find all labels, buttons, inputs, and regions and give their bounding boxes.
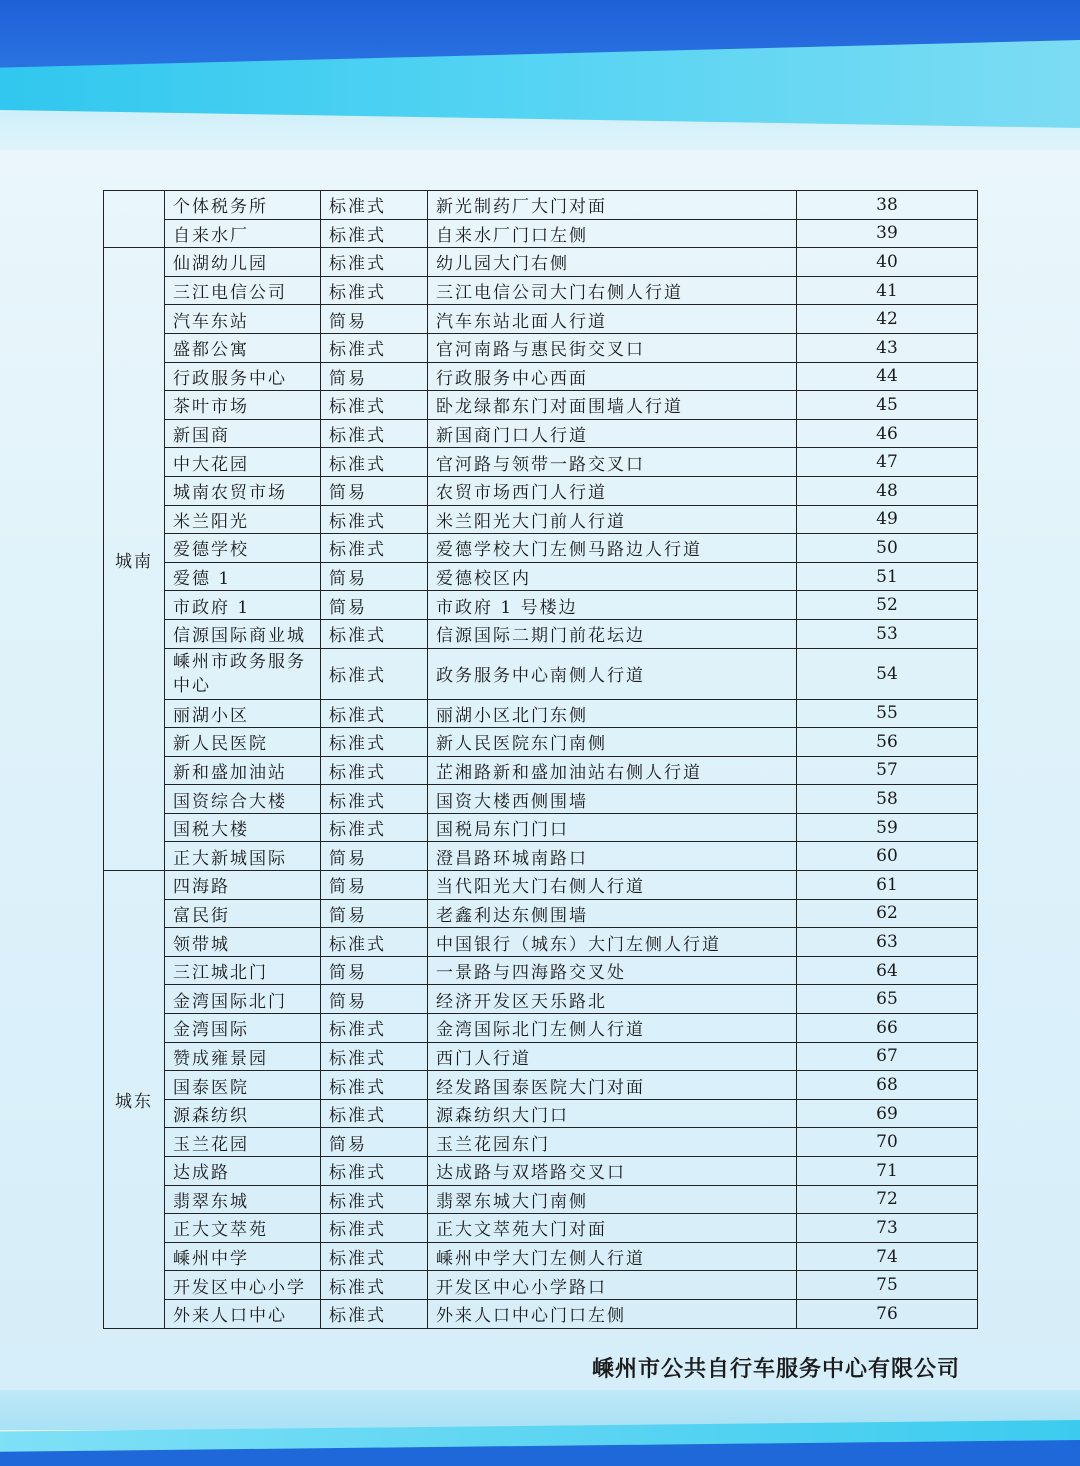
station-type-cell: 标准式 <box>321 1299 428 1328</box>
station-location-cell: 三江电信公司大门右侧人行道 <box>428 276 797 305</box>
station-location-cell: 西门人行道 <box>428 1042 797 1071</box>
station-location-cell: 国资大楼西侧围墙 <box>428 785 797 814</box>
station-name-cell: 翡翠东城 <box>165 1185 321 1214</box>
station-number-cell: 62 <box>797 899 978 928</box>
station-number-cell: 49 <box>797 505 978 534</box>
station-number-cell: 66 <box>797 1014 978 1043</box>
station-number-cell: 54 <box>797 648 978 699</box>
station-name-cell: 四海路 <box>165 871 321 900</box>
station-location-cell: 源森纺织大门口 <box>428 1099 797 1128</box>
station-type-cell: 标准式 <box>321 276 428 305</box>
station-number-cell: 70 <box>797 1128 978 1157</box>
station-type-cell: 标准式 <box>321 1214 428 1243</box>
station-number-cell: 69 <box>797 1099 978 1128</box>
station-type-cell: 简易 <box>321 562 428 591</box>
station-number-cell: 71 <box>797 1157 978 1186</box>
table-row <box>104 728 978 757</box>
station-number-cell: 67 <box>797 1042 978 1071</box>
station-location-cell: 金湾国际北门左侧人行道 <box>428 1014 797 1043</box>
table-row <box>104 276 978 305</box>
station-number-cell: 61 <box>797 871 978 900</box>
station-location-cell: 达成路与双塔路交叉口 <box>428 1157 797 1186</box>
station-name-cell: 丽湖小区 <box>165 699 321 728</box>
station-type-cell: 标准式 <box>321 756 428 785</box>
station-location-cell: 自来水厂门口左侧 <box>428 219 797 248</box>
table-row <box>104 305 978 334</box>
station-location-cell: 米兰阳光大门前人行道 <box>428 505 797 534</box>
station-type-cell: 简易 <box>321 985 428 1014</box>
station-number-cell: 46 <box>797 419 978 448</box>
station-location-cell: 信源国际二期门前花坛边 <box>428 619 797 648</box>
station-location-cell: 老鑫利达东侧围墙 <box>428 899 797 928</box>
table-row <box>104 391 978 420</box>
area-cell: 城东 <box>104 871 165 1329</box>
station-location-cell: 官河南路与惠民街交叉口 <box>428 333 797 362</box>
station-location-cell: 正大文萃苑大门对面 <box>428 1214 797 1243</box>
station-number-cell: 48 <box>797 476 978 505</box>
station-name-cell: 新和盛加油站 <box>165 756 321 785</box>
table-row <box>104 756 978 785</box>
station-location-cell: 官河路与领带一路交叉口 <box>428 448 797 477</box>
station-number-cell: 52 <box>797 591 978 620</box>
station-number-cell: 41 <box>797 276 978 305</box>
station-location-cell: 卧龙绿都东门对面围墙人行道 <box>428 391 797 420</box>
station-location-cell: 翡翠东城大门南侧 <box>428 1185 797 1214</box>
table-row <box>104 1299 978 1328</box>
station-number-cell: 43 <box>797 333 978 362</box>
station-number-cell: 64 <box>797 956 978 985</box>
station-number-cell: 51 <box>797 562 978 591</box>
station-number-cell: 72 <box>797 1185 978 1214</box>
station-name-cell: 领带城 <box>165 928 321 957</box>
station-number-cell: 59 <box>797 813 978 842</box>
station-type-cell: 标准式 <box>321 1014 428 1043</box>
station-location-cell: 新人民医院东门南侧 <box>428 728 797 757</box>
station-name-cell: 赞成雍景园 <box>165 1042 321 1071</box>
station-type-cell: 简易 <box>321 842 428 871</box>
station-type-cell: 标准式 <box>321 699 428 728</box>
station-name-cell: 茶叶市场 <box>165 391 321 420</box>
station-number-cell: 73 <box>797 1214 978 1243</box>
station-type-cell: 标准式 <box>321 1271 428 1300</box>
station-location-cell: 汽车东站北面人行道 <box>428 305 797 334</box>
station-type-cell: 简易 <box>321 362 428 391</box>
table-row <box>104 191 978 220</box>
table-row <box>104 813 978 842</box>
station-type-cell: 标准式 <box>321 391 428 420</box>
station-type-cell: 标准式 <box>321 1185 428 1214</box>
station-location-cell: 丽湖小区北门东侧 <box>428 699 797 728</box>
table-row <box>104 1185 978 1214</box>
station-type-cell: 标准式 <box>321 728 428 757</box>
station-location-cell: 经济开发区天乐路北 <box>428 985 797 1014</box>
station-location-cell: 市政府 1 号楼边 <box>428 591 797 620</box>
station-number-cell: 38 <box>797 191 978 220</box>
station-type-cell: 标准式 <box>321 219 428 248</box>
company-name: 嵊州市公共自行车服务中心有限公司 <box>591 1357 960 1382</box>
station-name-cell: 信源国际商业城 <box>165 619 321 648</box>
station-name-cell: 开发区中心小学 <box>165 1271 321 1300</box>
table-row <box>104 476 978 505</box>
station-name-cell: 国泰医院 <box>165 1071 321 1100</box>
station-type-cell: 标准式 <box>321 813 428 842</box>
station-number-cell: 47 <box>797 448 978 477</box>
station-name-cell: 外来人口中心 <box>165 1299 321 1328</box>
station-location-cell: 玉兰花园东门 <box>428 1128 797 1157</box>
station-name-cell: 达成路 <box>165 1157 321 1186</box>
station-number-cell: 56 <box>797 728 978 757</box>
station-location-cell: 爱德学校大门左侧马路边人行道 <box>428 534 797 563</box>
station-name-cell: 自来水厂 <box>165 219 321 248</box>
station-location-cell: 幼儿园大门右侧 <box>428 248 797 277</box>
station-type-cell: 标准式 <box>321 1242 428 1271</box>
station-number-cell: 65 <box>797 985 978 1014</box>
station-type-cell: 标准式 <box>321 505 428 534</box>
station-name-cell: 正大文萃苑 <box>165 1214 321 1243</box>
station-number-cell: 57 <box>797 756 978 785</box>
station-name-cell: 金湾国际 <box>165 1014 321 1043</box>
station-name-cell: 汽车东站 <box>165 305 321 334</box>
station-name-cell: 三江城北门 <box>165 956 321 985</box>
station-name-cell: 爱德学校 <box>165 534 321 563</box>
table-row <box>104 534 978 563</box>
station-location-cell: 爱德校区内 <box>428 562 797 591</box>
station-type-cell: 简易 <box>321 1128 428 1157</box>
station-name-cell: 城南农贸市场 <box>165 476 321 505</box>
table-row <box>104 419 978 448</box>
station-name-cell: 爱德 1 <box>165 562 321 591</box>
station-number-cell: 42 <box>797 305 978 334</box>
station-number-cell: 68 <box>797 1071 978 1100</box>
station-type-cell: 简易 <box>321 305 428 334</box>
station-location-cell: 经发路国泰医院大门对面 <box>428 1071 797 1100</box>
station-type-cell: 简易 <box>321 591 428 620</box>
station-type-cell: 简易 <box>321 871 428 900</box>
station-location-cell: 嵊州中学大门左侧人行道 <box>428 1242 797 1271</box>
station-type-cell: 标准式 <box>321 928 428 957</box>
station-type-cell: 标准式 <box>321 1042 428 1071</box>
table-row <box>104 1099 978 1128</box>
station-number-cell: 50 <box>797 534 978 563</box>
station-location-cell: 澄昌路环城南路口 <box>428 842 797 871</box>
station-location-cell: 当代阳光大门右侧人行道 <box>428 871 797 900</box>
table-row <box>104 899 978 928</box>
table-row <box>104 619 978 648</box>
station-name-cell: 富民街 <box>165 899 321 928</box>
station-number-cell: 58 <box>797 785 978 814</box>
station-name-cell: 行政服务中心 <box>165 362 321 391</box>
station-name-cell: 金湾国际北门 <box>165 985 321 1014</box>
table-row <box>104 248 978 277</box>
table-row <box>104 648 978 699</box>
station-name-cell: 正大新城国际 <box>165 842 321 871</box>
station-location-cell: 一景路与四海路交叉处 <box>428 956 797 985</box>
station-name-cell: 米兰阳光 <box>165 505 321 534</box>
station-name-cell: 新人民医院 <box>165 728 321 757</box>
table-row <box>104 699 978 728</box>
station-number-cell: 75 <box>797 1271 978 1300</box>
table-row <box>104 1271 978 1300</box>
station-type-cell: 标准式 <box>321 419 428 448</box>
table-row <box>104 1214 978 1243</box>
station-name-cell: 个体税务所 <box>165 191 321 220</box>
station-table-body <box>104 191 978 1329</box>
station-name-cell: 市政府 1 <box>165 591 321 620</box>
table-row <box>104 871 978 900</box>
table-row <box>104 956 978 985</box>
bike-station-table <box>103 190 978 1329</box>
station-location-cell: 行政服务中心西面 <box>428 362 797 391</box>
station-location-cell: 外来人口中心门口左侧 <box>428 1299 797 1328</box>
station-type-cell: 标准式 <box>321 648 428 699</box>
station-number-cell: 63 <box>797 928 978 957</box>
table-row <box>104 842 978 871</box>
table-row <box>104 562 978 591</box>
table-row <box>104 1157 978 1186</box>
station-location-cell: 中国银行（城东）大门左侧人行道 <box>428 928 797 957</box>
station-type-cell: 简易 <box>321 899 428 928</box>
station-type-cell: 简易 <box>321 956 428 985</box>
station-number-cell: 55 <box>797 699 978 728</box>
table-row <box>104 1014 978 1043</box>
station-type-cell: 标准式 <box>321 785 428 814</box>
station-location-cell: 开发区中心小学路口 <box>428 1271 797 1300</box>
station-type-cell: 标准式 <box>321 191 428 220</box>
table-row <box>104 928 978 957</box>
station-type-cell: 标准式 <box>321 534 428 563</box>
station-type-cell: 标准式 <box>321 619 428 648</box>
station-location-cell: 国税局东门门口 <box>428 813 797 842</box>
station-name-cell: 嵊州中学 <box>165 1242 321 1271</box>
station-type-cell: 标准式 <box>321 1099 428 1128</box>
table-row <box>104 448 978 477</box>
table-row <box>104 985 978 1014</box>
station-location-cell: 新光制药厂大门对面 <box>428 191 797 220</box>
station-number-cell: 53 <box>797 619 978 648</box>
table-row <box>104 505 978 534</box>
table-row <box>104 333 978 362</box>
station-type-cell: 标准式 <box>321 448 428 477</box>
station-name-cell: 新国商 <box>165 419 321 448</box>
station-number-cell: 40 <box>797 248 978 277</box>
station-name-cell: 三江电信公司 <box>165 276 321 305</box>
station-number-cell: 39 <box>797 219 978 248</box>
table-row <box>104 785 978 814</box>
table-row <box>104 219 978 248</box>
table-row <box>104 591 978 620</box>
station-type-cell: 简易 <box>321 476 428 505</box>
station-location-cell: 政务服务中心南侧人行道 <box>428 648 797 699</box>
area-cell: 城南 <box>104 248 165 871</box>
station-name-cell: 国税大楼 <box>165 813 321 842</box>
station-location-cell: 新国商门口人行道 <box>428 419 797 448</box>
area-cell <box>104 191 165 248</box>
station-name-cell: 玉兰花园 <box>165 1128 321 1157</box>
station-type-cell: 标准式 <box>321 1071 428 1100</box>
table-row <box>104 1042 978 1071</box>
station-name-cell: 源森纺织 <box>165 1099 321 1128</box>
table-row <box>104 1071 978 1100</box>
table-row <box>104 1242 978 1271</box>
station-location-cell: 农贸市场西门人行道 <box>428 476 797 505</box>
station-type-cell: 标准式 <box>321 248 428 277</box>
station-type-cell: 标准式 <box>321 333 428 362</box>
station-number-cell: 74 <box>797 1242 978 1271</box>
station-number-cell: 60 <box>797 842 978 871</box>
station-number-cell: 45 <box>797 391 978 420</box>
table-row <box>104 362 978 391</box>
station-name-cell: 盛都公寓 <box>165 333 321 362</box>
station-name-cell: 中大花园 <box>165 448 321 477</box>
table-row <box>104 1128 978 1157</box>
station-location-cell: 芷湘路新和盛加油站右侧人行道 <box>428 756 797 785</box>
station-name-cell: 仙湖幼儿园 <box>165 248 321 277</box>
station-number-cell: 44 <box>797 362 978 391</box>
station-number-cell: 76 <box>797 1299 978 1328</box>
station-name-cell: 国资综合大楼 <box>165 785 321 814</box>
station-type-cell: 标准式 <box>321 1157 428 1186</box>
station-name-cell: 嵊州市政务服务中心 <box>165 648 321 699</box>
